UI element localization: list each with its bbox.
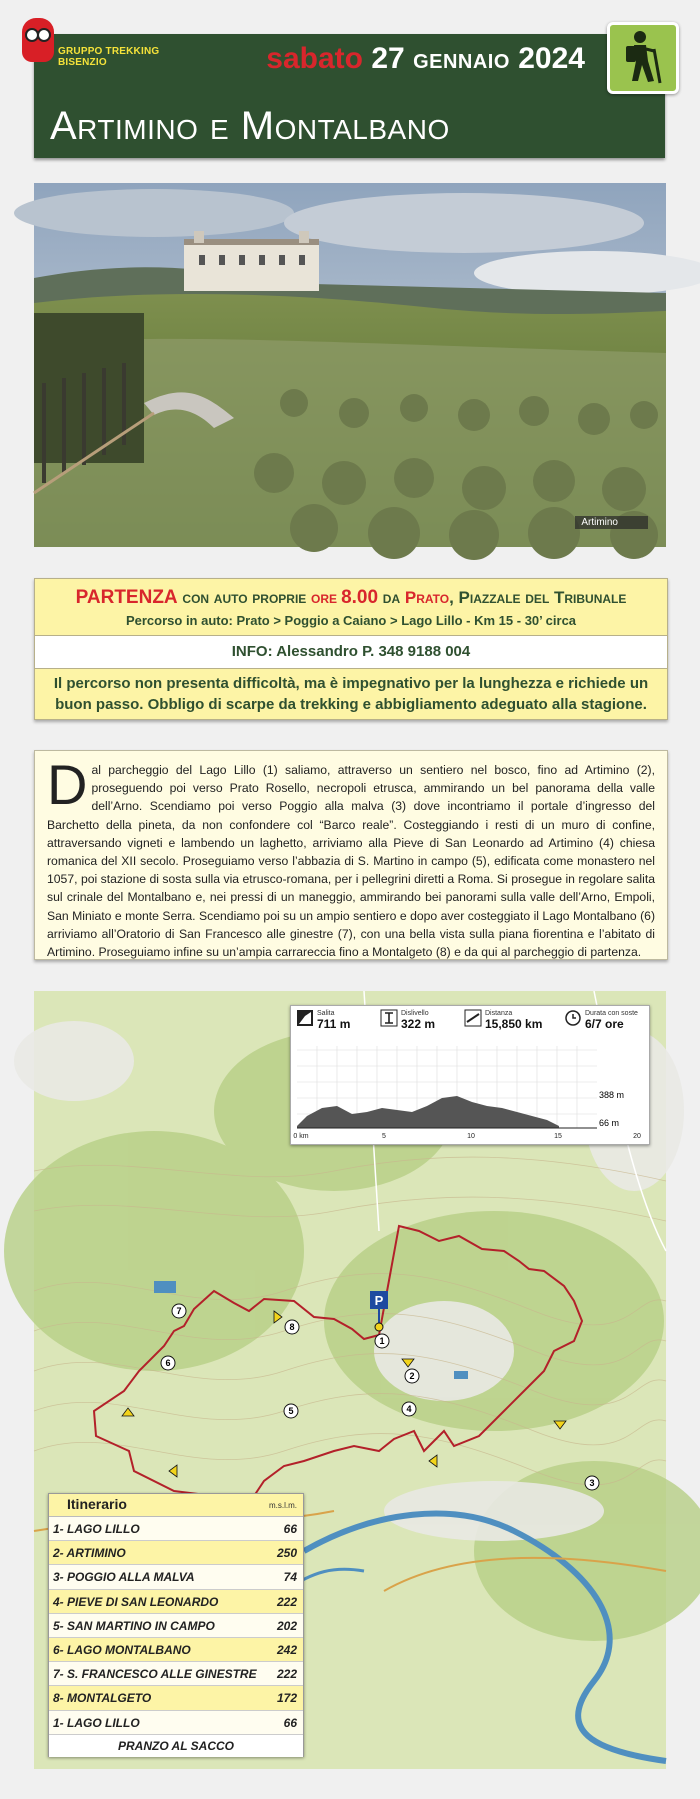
svg-text:2: 2	[409, 1371, 415, 1381]
club-name: GRUPPO TREKKING BISENZIO	[58, 46, 160, 68]
hiker-icon	[607, 22, 679, 94]
distance-icon	[465, 1010, 481, 1026]
route-description	[34, 750, 668, 960]
owl-mascot-icon	[22, 18, 54, 62]
svg-text:388 m: 388 m	[599, 1090, 625, 1100]
waypoint-6	[161, 1356, 175, 1370]
itinerary-rows	[49, 1517, 303, 1735]
landscape-photo	[34, 183, 666, 547]
lunch-note: PRANZO AL SACCO	[49, 1735, 303, 1757]
elevation-gain-icon	[381, 1010, 397, 1026]
svg-text:5: 5	[288, 1406, 294, 1416]
svg-text:3: 3	[589, 1478, 595, 1488]
itinerary-row: 4- PIEVE DI SAN LEONARDO 222	[49, 1590, 303, 1614]
departure-line: PARTENZA con auto proprie ore 8.00 da Prato, Piazzale del Tribunale	[75, 587, 627, 608]
itinerary-table	[48, 1493, 304, 1757]
duration-stat: Durata con soste 6/7 ore	[585, 1010, 638, 1031]
waypoint-2	[405, 1369, 419, 1383]
svg-text:7: 7	[176, 1306, 182, 1316]
svg-text:4: 4	[406, 1404, 412, 1414]
waypoint-3	[585, 1476, 599, 1490]
difficulty-note: Il percorso non presenta difficoltà, ma è impegnativo per la lunghezza e richiede un buon passo. Obbligo di scarpe da trekking e abbigliamento adeguato alla stagione.	[53, 675, 649, 713]
itinerary-row: 1- LAGO LILLO 66	[49, 1517, 303, 1541]
car-route: Percorso in auto: Prato > Poggio a Caiano > Lago Lillo - Km 15 - 30’ circa	[125, 613, 577, 628]
itinerary-row: 7- S. FRANCESCO ALLE GINESTRE 222	[49, 1662, 303, 1686]
svg-text:20: 20	[633, 1133, 641, 1140]
event-date	[266, 42, 585, 76]
event-date-num: 27	[371, 42, 405, 75]
parking-label: P	[374, 1293, 384, 1308]
description-text: al parcheggio del Lago Lillo (1) saliamo, attraverso un sentiero nel bosco, fino ad Artimino (2), proseguendo poi verso Prato Rosello, necropoli etrusca, ammirando un bel panorama della valle dell’Arno. Scendiamo poi verso Poggio alla malva (3) dove incontriamo il portale d’ingresso del Barchetto della pineta, da non confondere col “Barco reale”. Costeggiando i resti di un muro di confine, attraversando vigneti e lambendo un laghetto, arriviamo alla Pieve di San Leonardo ad Artimino (4) chiesa romanica del XII secolo. Proseguiamo verso l’abbazia di S. Martino in campo (5), edificata come monastero nel 1057, poi stazione di sosta sulla via etrusco-romana, per i pellegrini diretti a Roma. Si prosegue in regolare salita sul crinale del Montalbano e, nei pressi di un maneggio, ammirando bei panorami sulla valle dell’Arno, Empoli, San Miniato e monte Serra. Scendiamo poi su un ampio sentiero e dopo aver costeggiato il Lago Montalbano (6) arriviamo all’Oratorio di San Francesco alle ginestre (7), con una bella vista sulla piana fiorentina e l’abitato di Artimino. Proseguiamo infine su un’ampia carrareccia fino a Montalgeto (8) e da qui al parcheggio di partenza.	[47, 763, 655, 960]
waypoint-7	[172, 1304, 186, 1318]
svg-text:66 m: 66 m	[599, 1118, 620, 1128]
waypoint-4	[402, 1402, 416, 1416]
event-year: 2024	[518, 42, 585, 75]
itinerary-row: 2- ARTIMINO 250	[49, 1541, 303, 1565]
itinerary-row: 6- LAGO MONTALBANO 242	[49, 1638, 303, 1662]
svg-text:5: 5	[382, 1133, 386, 1140]
itinerary-row: 8- MONTALGETO 172	[49, 1686, 303, 1710]
drop-cap: D	[47, 753, 88, 816]
elevation-profile	[290, 1005, 650, 1145]
svg-text:1: 1	[379, 1336, 385, 1346]
waypoint-1	[375, 1334, 389, 1348]
club-logo	[18, 14, 208, 74]
ascent-icon	[297, 1010, 313, 1026]
itinerary-row: 3- POGGIO ALLA MALVA 74	[49, 1565, 303, 1589]
contact-info: INFO: Alessandro P. 348 9188 004	[35, 635, 667, 669]
departure-box	[34, 578, 668, 720]
itinerary-header: Itinerario m.s.l.m.	[49, 1494, 303, 1517]
itinerary-row: 5- SAN MARTINO IN CAMPO 202	[49, 1614, 303, 1638]
svg-text:10: 10	[467, 1133, 475, 1140]
gain-stat: Dislivello 322 m	[401, 1010, 435, 1031]
route-map	[34, 991, 666, 1769]
svg-text:6: 6	[165, 1358, 171, 1368]
elevation-chart	[293, 1046, 643, 1142]
event-day: sabato	[266, 42, 363, 75]
page-title: Artimino e Montalbano	[50, 104, 450, 148]
svg-text:0 km: 0 km	[293, 1133, 309, 1140]
distance-stat: Distanza 15,850 km	[485, 1010, 542, 1031]
clock-icon	[565, 1010, 581, 1026]
photo-caption: Artimino	[575, 516, 648, 529]
waypoint-5	[284, 1404, 298, 1418]
svg-text:8: 8	[289, 1322, 295, 1332]
itinerary-row: 1- LAGO LILLO 66	[49, 1711, 303, 1735]
svg-text:15: 15	[554, 1133, 562, 1140]
waypoint-8	[285, 1320, 299, 1334]
ascent-stat: Salita 711 m	[317, 1010, 350, 1031]
event-month: GENNAIO	[413, 51, 510, 73]
